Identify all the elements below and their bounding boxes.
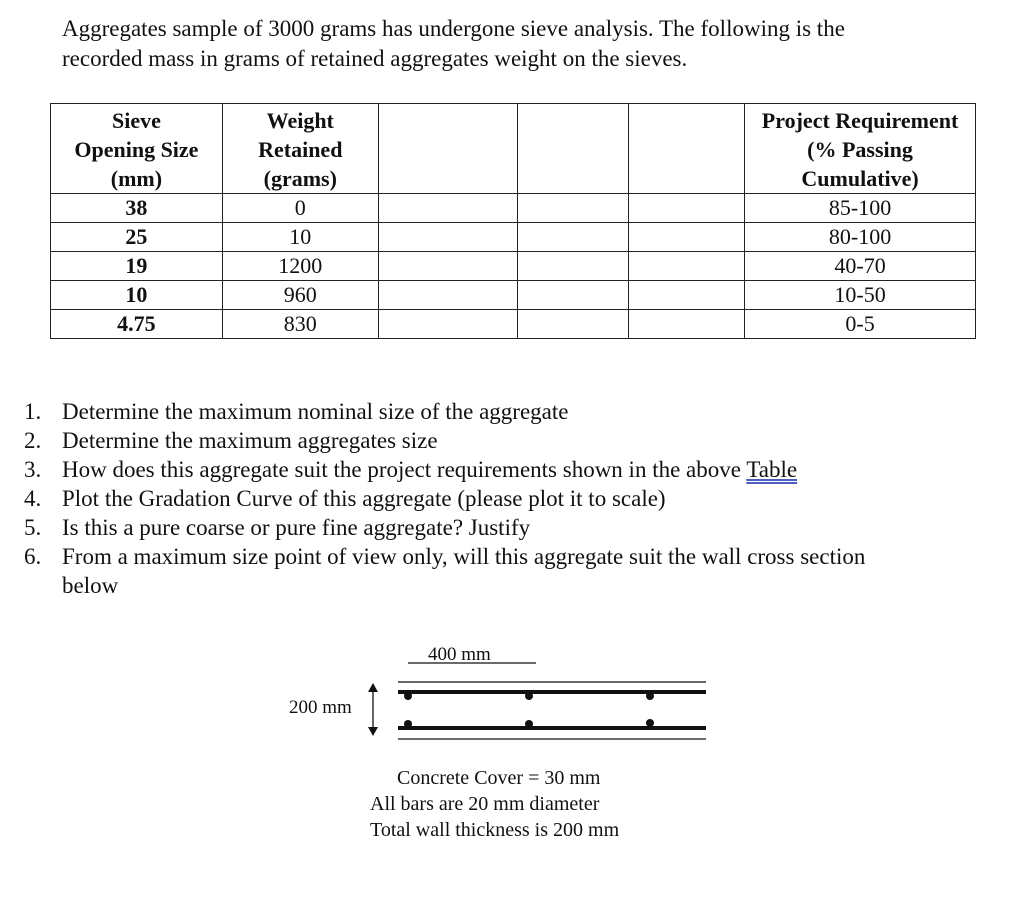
requirement-cell: 40-70 bbox=[745, 252, 976, 281]
sieve-size-cell: 10 bbox=[51, 281, 223, 310]
blank-cell bbox=[629, 252, 745, 281]
question-list bbox=[24, 397, 904, 600]
question-text: From a maximum size point of view only, will this aggregate suit the wall cross section below bbox=[62, 544, 866, 598]
blank-cell bbox=[518, 281, 629, 310]
blank-cell bbox=[378, 310, 518, 339]
header-weight-retained bbox=[222, 104, 378, 194]
sieve-size-cell: 38 bbox=[51, 194, 223, 223]
blank-cell bbox=[629, 223, 745, 252]
thickness-label: 200 mm bbox=[289, 697, 352, 718]
blank-cell bbox=[518, 310, 629, 339]
list-item bbox=[24, 397, 904, 426]
top-bar-dot bbox=[646, 692, 654, 700]
header-weight-line-3: (grams) bbox=[263, 165, 337, 191]
question-number: 1. bbox=[24, 399, 42, 424]
table-header-row bbox=[51, 104, 976, 194]
blank-cell bbox=[518, 252, 629, 281]
arrow-up-icon bbox=[368, 683, 378, 692]
header-sieve-opening-size bbox=[51, 104, 223, 194]
header-sieve-line-2: Opening Size bbox=[74, 136, 199, 162]
requirement-cell: 85-100 bbox=[745, 194, 976, 223]
table-row bbox=[51, 252, 976, 281]
weight-cell: 0 bbox=[222, 194, 378, 223]
question-text: Determine the maximum aggregates size bbox=[62, 428, 438, 453]
question-text: How does this aggregate suit the project requirements shown in the above bbox=[62, 457, 741, 482]
arrow-down-icon bbox=[368, 727, 378, 736]
blank-cell bbox=[518, 223, 629, 252]
header-weight-line-1: Weight bbox=[266, 107, 334, 133]
question-text: Determine the maximum nominal size of the aggregate bbox=[62, 399, 569, 424]
header-requirement-line-2: (% Passing bbox=[807, 136, 913, 162]
weight-cell: 10 bbox=[222, 223, 378, 252]
header-project-requirement bbox=[745, 104, 976, 194]
figure-notes bbox=[370, 765, 619, 843]
weight-cell: 830 bbox=[222, 310, 378, 339]
bottom-bar-dot bbox=[404, 720, 412, 728]
list-item bbox=[24, 484, 904, 513]
question-number: 5. bbox=[24, 515, 42, 540]
bottom-bar-dot bbox=[646, 719, 654, 727]
sieve-analysis-table bbox=[50, 103, 976, 339]
table-link[interactable]: Table bbox=[746, 457, 798, 482]
weight-cell: 960 bbox=[222, 281, 378, 310]
sieve-size-cell: 19 bbox=[51, 252, 223, 281]
blank-cell bbox=[629, 281, 745, 310]
header-blank-1 bbox=[378, 104, 518, 194]
list-item bbox=[24, 513, 904, 542]
header-sieve-line-3: (mm) bbox=[110, 165, 163, 191]
sieve-size-cell: 4.75 bbox=[51, 310, 223, 339]
header-blank-2 bbox=[518, 104, 629, 194]
question-number: 3. bbox=[24, 457, 42, 482]
table-row bbox=[51, 310, 976, 339]
sieve-size-cell: 25 bbox=[51, 223, 223, 252]
note-bar-diameter: All bars are 20 mm diameter bbox=[370, 793, 600, 815]
requirement-cell: 80-100 bbox=[745, 223, 976, 252]
bottom-bar-dot bbox=[525, 720, 533, 728]
list-item bbox=[24, 455, 904, 484]
question-number: 2. bbox=[24, 428, 42, 453]
requirement-cell: 0-5 bbox=[745, 310, 976, 339]
top-bar-dot bbox=[525, 692, 533, 700]
blank-cell bbox=[378, 223, 518, 252]
blank-cell bbox=[518, 194, 629, 223]
header-requirement-line-1: Project Requirement bbox=[761, 107, 959, 133]
question-text: Is this a pure coarse or pure fine aggregate? Justify bbox=[62, 515, 531, 540]
list-item bbox=[24, 542, 904, 600]
question-text: Plot the Gradation Curve of this aggregate (please plot it to scale) bbox=[62, 486, 666, 511]
requirement-cell: 10-50 bbox=[745, 281, 976, 310]
header-sieve-line-1: Sieve bbox=[111, 107, 161, 133]
intro-text bbox=[62, 14, 962, 74]
blank-cell bbox=[378, 281, 518, 310]
table-row bbox=[51, 223, 976, 252]
question-number: 6. bbox=[24, 544, 42, 569]
question-number: 4. bbox=[24, 486, 42, 511]
width-label: 400 mm bbox=[428, 644, 491, 665]
note-wall-thickness: Total wall thickness is 200 mm bbox=[370, 819, 620, 841]
table-row bbox=[51, 281, 976, 310]
blank-cell bbox=[378, 252, 518, 281]
header-blank-3 bbox=[629, 104, 745, 194]
header-weight-line-2: Retained bbox=[258, 136, 343, 162]
blank-cell bbox=[629, 310, 745, 339]
blank-cell bbox=[629, 194, 745, 223]
blank-cell bbox=[378, 194, 518, 223]
intro-line-2: recorded mass in grams of retained aggregates weight on the sieves. bbox=[62, 46, 688, 71]
table-row bbox=[51, 194, 976, 223]
top-bar-dot bbox=[404, 692, 412, 700]
weight-cell: 1200 bbox=[222, 252, 378, 281]
header-requirement-line-3: Cumulative) bbox=[801, 165, 919, 191]
note-concrete-cover: Concrete Cover = 30 mm bbox=[397, 767, 601, 789]
intro-line-1: Aggregates sample of 3000 grams has undergone sieve analysis. The following is the bbox=[62, 16, 845, 41]
list-item bbox=[24, 426, 904, 455]
